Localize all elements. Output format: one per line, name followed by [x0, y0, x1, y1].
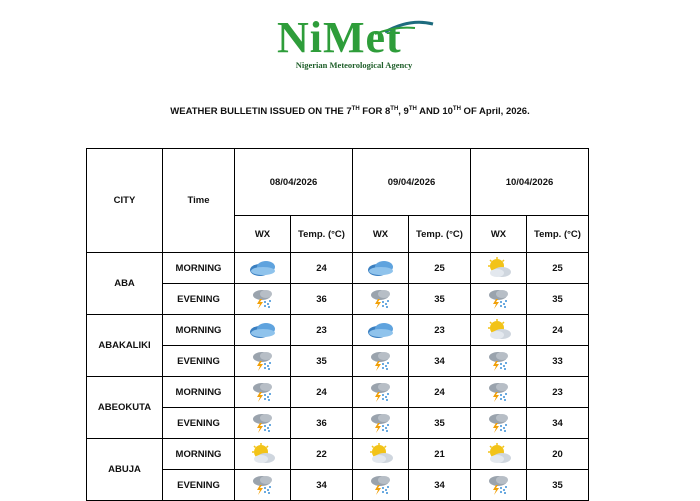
temperature-value: 34	[409, 346, 471, 377]
temperature-value: 25	[527, 253, 589, 284]
temperature-value: 35	[527, 284, 589, 315]
bulletin-title: WEATHER BULLETIN ISSUED ON THE 7TH FOR 8TH, 9TH AND 10TH OF April, 2026.	[170, 106, 530, 118]
table-row	[87, 284, 589, 315]
table-row	[87, 253, 589, 284]
time-of-day: MORNING	[163, 439, 235, 470]
temperature-value: 20	[527, 439, 589, 470]
thunderstorm-icon	[235, 284, 291, 315]
nimet-logo	[275, 14, 435, 72]
thunderstorm-icon	[353, 377, 409, 408]
thunderstorm-icon	[353, 470, 409, 501]
date-header: 09/04/2026	[353, 149, 471, 216]
table-row	[87, 439, 589, 470]
city-header: CITY	[87, 149, 163, 253]
cloudy-icon	[235, 315, 291, 346]
temperature-value: 36	[291, 284, 353, 315]
table-row	[87, 408, 589, 439]
logo-text: NiMet	[277, 13, 402, 62]
temperature-value: 22	[291, 439, 353, 470]
city-name: ABUJA	[87, 439, 163, 501]
temperature-value: 35	[291, 346, 353, 377]
time-of-day: EVENING	[163, 284, 235, 315]
city-name: ABEOKUTA	[87, 377, 163, 439]
partly-cloudy-icon	[353, 439, 409, 470]
thunderstorm-icon	[471, 346, 527, 377]
date-header: 10/04/2026	[471, 149, 589, 216]
time-header: Time	[163, 149, 235, 253]
temperature-value: 24	[291, 377, 353, 408]
temperature-value: 23	[291, 315, 353, 346]
time-of-day: EVENING	[163, 470, 235, 501]
temperature-value: 24	[291, 253, 353, 284]
city-name: ABA	[87, 253, 163, 315]
thunderstorm-icon	[235, 408, 291, 439]
partly-cloudy-icon	[471, 253, 527, 284]
temperature-value: 34	[291, 470, 353, 501]
temperature-value: 35	[527, 470, 589, 501]
thunderstorm-icon	[235, 377, 291, 408]
time-of-day: EVENING	[163, 346, 235, 377]
thunderstorm-icon	[353, 346, 409, 377]
table-row	[87, 315, 589, 346]
temperature-value: 24	[409, 377, 471, 408]
table-row	[87, 377, 589, 408]
temperature-value: 24	[527, 315, 589, 346]
time-of-day: MORNING	[163, 253, 235, 284]
temperature-value: 35	[409, 408, 471, 439]
temperature-value: 35	[409, 284, 471, 315]
wx-header: WX	[471, 216, 527, 253]
thunderstorm-icon	[471, 408, 527, 439]
weather-table	[86, 148, 589, 501]
time-of-day: MORNING	[163, 315, 235, 346]
thunderstorm-icon	[471, 470, 527, 501]
city-name: ABAKALIKI	[87, 315, 163, 377]
partly-cloudy-icon	[471, 315, 527, 346]
temperature-value: 33	[527, 346, 589, 377]
temp-header: Temp. (°C)	[527, 216, 589, 253]
cloudy-icon	[235, 253, 291, 284]
time-of-day: EVENING	[163, 408, 235, 439]
partly-cloudy-icon	[471, 439, 527, 470]
temperature-value: 23	[409, 315, 471, 346]
thunderstorm-icon	[471, 377, 527, 408]
logo-swoosh-icon	[355, 16, 435, 36]
cloudy-icon	[353, 315, 409, 346]
table-row	[87, 470, 589, 501]
table-row	[87, 346, 589, 377]
temperature-value: 23	[527, 377, 589, 408]
thunderstorm-icon	[235, 346, 291, 377]
date-header: 08/04/2026	[235, 149, 353, 216]
cloudy-icon	[353, 253, 409, 284]
wx-header: WX	[235, 216, 291, 253]
temperature-value: 34	[527, 408, 589, 439]
time-of-day: MORNING	[163, 377, 235, 408]
temperature-value: 21	[409, 439, 471, 470]
temperature-value: 34	[409, 470, 471, 501]
logo-subtitle: Nigerian Meteorological Agency	[295, 60, 413, 70]
thunderstorm-icon	[471, 284, 527, 315]
thunderstorm-icon	[235, 470, 291, 501]
partly-cloudy-icon	[235, 439, 291, 470]
temperature-value: 25	[409, 253, 471, 284]
wx-header: WX	[353, 216, 409, 253]
temp-header: Temp. (°C)	[291, 216, 353, 253]
temperature-value: 36	[291, 408, 353, 439]
thunderstorm-icon	[353, 408, 409, 439]
temp-header: Temp. (°C)	[409, 216, 471, 253]
thunderstorm-icon	[353, 284, 409, 315]
